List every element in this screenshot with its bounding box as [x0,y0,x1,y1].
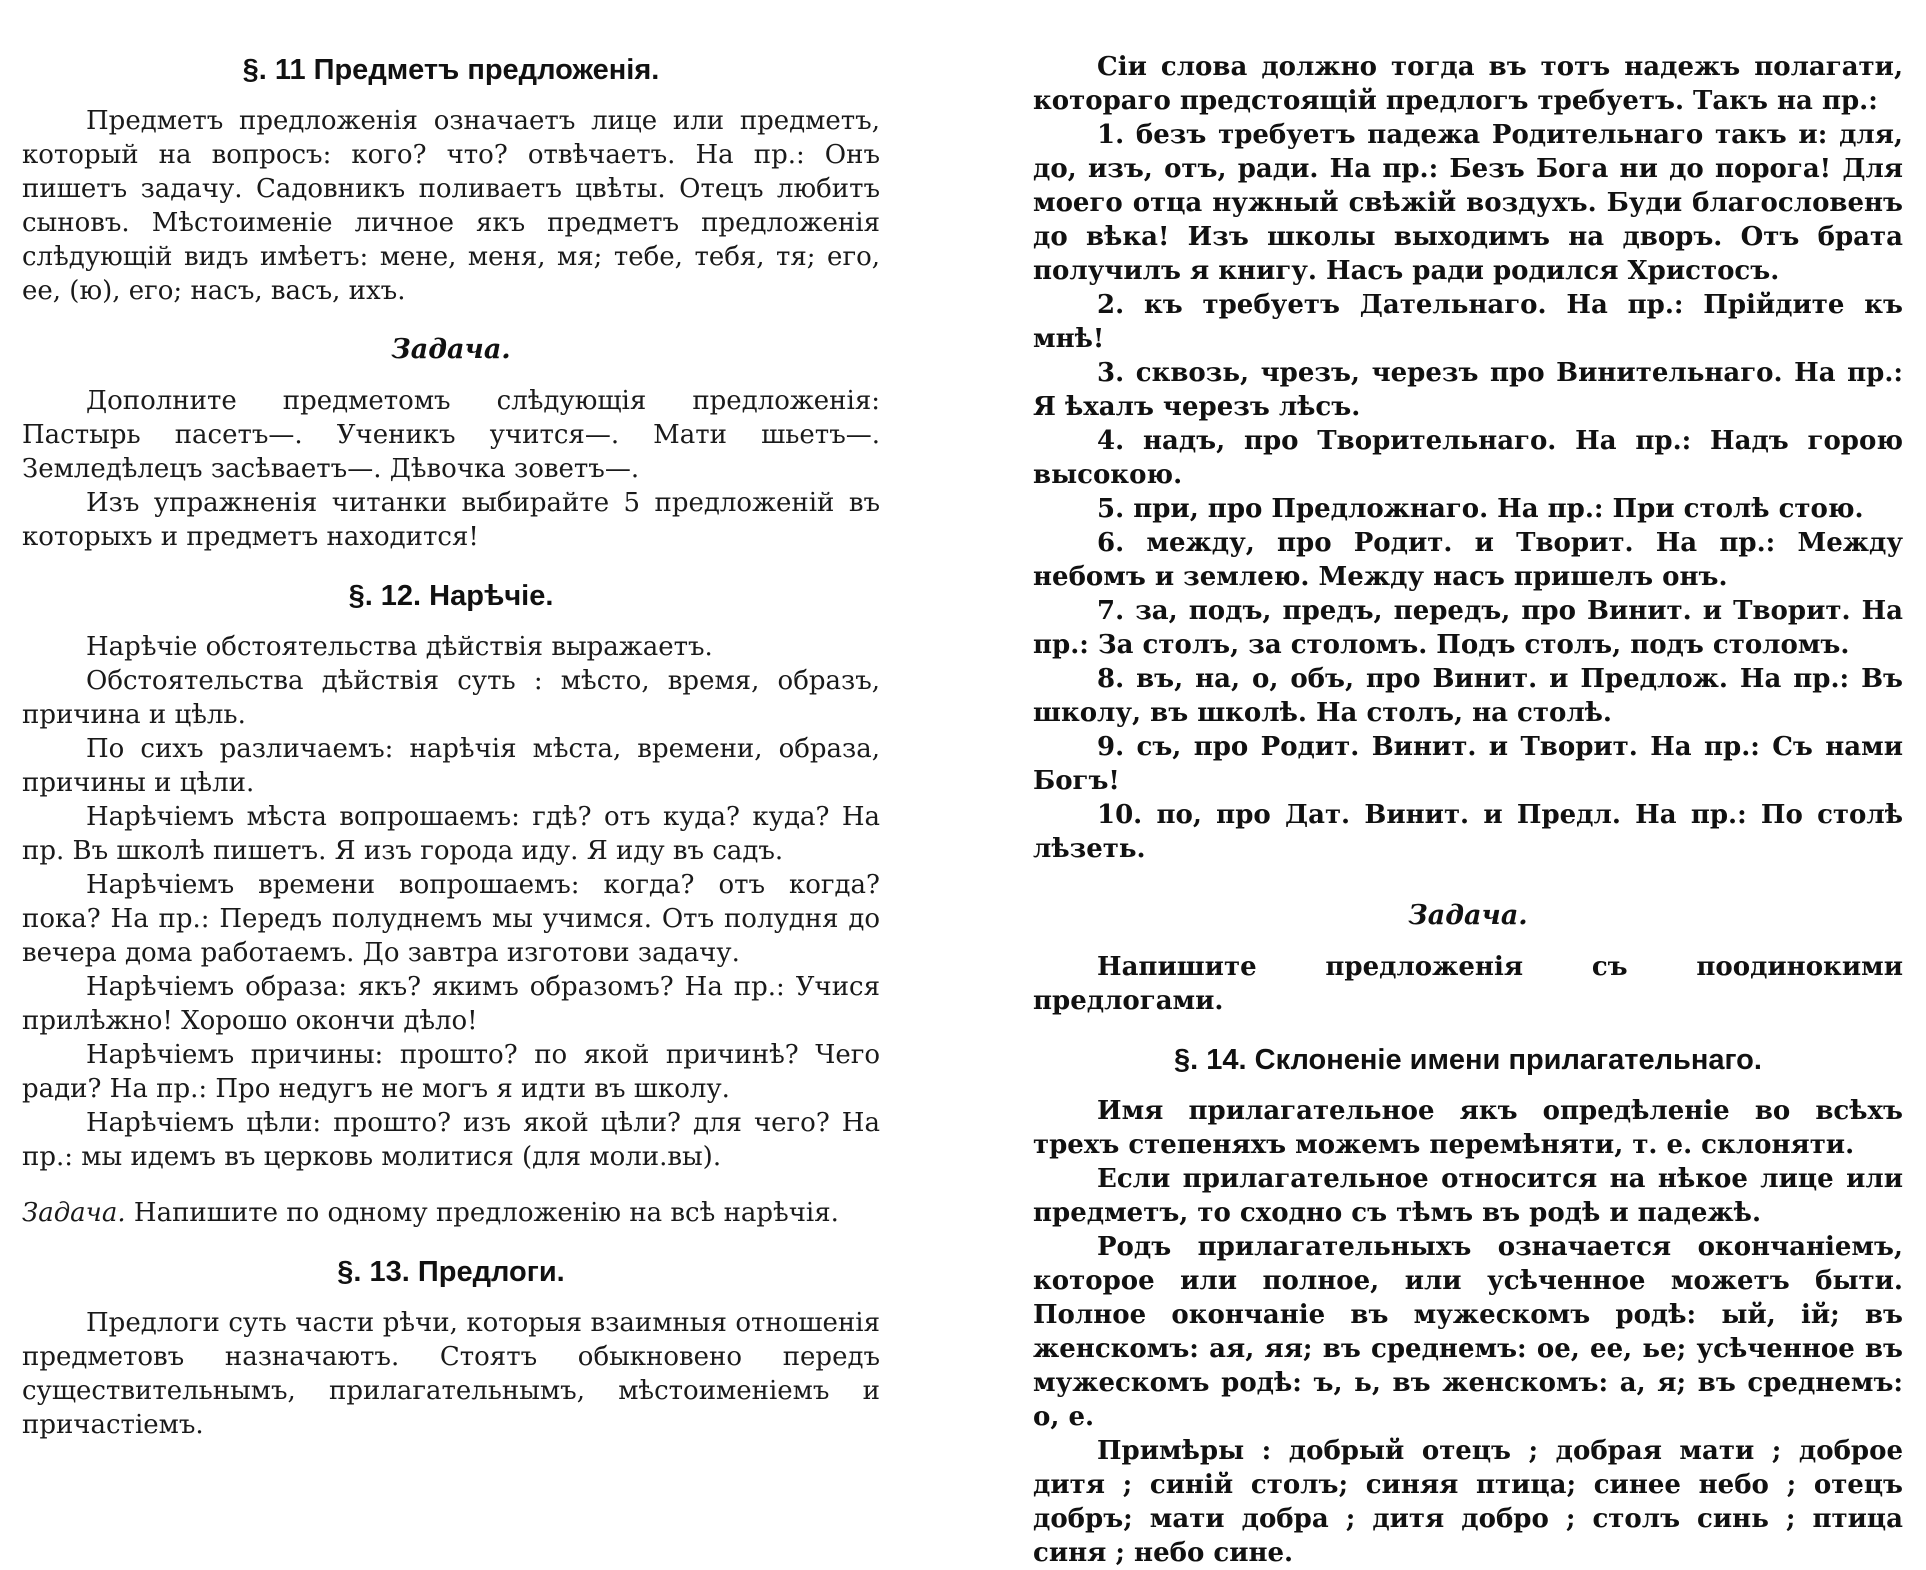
section-12-task-label: Задача. [22,1198,126,1228]
preposition-rule: 9. съ, про Родит. Винит. и Творит. На пр.: Съ нами Богъ! [1033,732,1903,796]
section-12-task [22,1196,880,1230]
section-14-paragraph: Имя прилагательное якъ опредѣленіе во всѣхъ трехъ степеняхъ можемъ перемѣняти, т. е. склоняти. [1033,1096,1903,1160]
section-12-heading: §. 12. Нарѣчіе. [348,580,554,612]
section-12-paragraph: Нарѣчіемъ мѣста вопрошаемъ: гдѣ? отъ куда? куда? На пр. Въ школѣ пишетъ. Я изъ города иду. Я иду въ садъ. [22,802,880,866]
section-12-task-text: Напишите по одному предложенію на всѣ нарѣчія. [133,1198,839,1228]
section-14-paragraph: Если прилагательное относится на нѣкое лице или предметъ, то сходно съ тѣмъ въ родѣ и падежѣ. [1033,1164,1903,1228]
section-11-task-paragraph: Дополните предметомъ слѣдующія предложенія: Пастырь пасетъ—. Ученикъ учится—. Мати шьетъ—. Земледѣлецъ засѣваетъ—. Дѣвочка зоветъ—. [22,386,880,484]
section-13-task-text: Напишите предложенія съ поодинокими предлогами. [1033,952,1903,1016]
section-12-paragraph: По сихъ различаемъ: нарѣчія мѣста, времени, образа, причины и цѣли. [22,734,880,798]
preposition-rule: 5. при, про Предложнаго. На пр.: При столѣ стою. [1097,494,1864,524]
preposition-rule: 1. безъ требуетъ падежа Родительнаго такъ и: для, до, изъ, отъ, ради. На пр.: Безъ Бога ни до порога! Для моего отца нужный свѣжій воздухъ. Буди благословенъ до вѣка! Изъ школы выходимъ на дворъ. Отъ брата получилъ я книгу. Насъ ради родился Христосъ. [1033,120,1903,286]
section-12-paragraph: Нарѣчіе обстоятельства дѣйствія выражаетъ. [86,632,713,662]
preposition-rule: 8. въ, на, о, объ, про Винит. и Предлож. На пр.: Въ школу, въ школѣ. На столъ, на столѣ. [1033,664,1903,728]
section-14-paragraph: Родъ прилагательныхъ означается окончаніемъ, которое или полное, или усѣченное можетъ быти. Полное окончаніе въ мужескомъ родѣ: ый, ій; въ женскомъ: ая, яя; въ среднемъ: ое, ее, ье; усѣченное въ мужескомъ родѣ: ъ, ь, въ женскомъ: а, я; въ среднемъ: о, е. [1033,1232,1903,1432]
section-12-paragraph: Нарѣчіемъ образа: якъ? якимъ образомъ? На пр.: Учися прилѣжно! Хорошо окончи дѣло! [22,972,880,1036]
section-11-task-paragraph: Изъ упражненія читанки выбирайте 5 предложеній въ которыхъ и предметъ находится! [22,488,880,552]
section-12-paragraph: Нарѣчіемъ цѣли: прошто? изъ якой цѣли? для чего? На пр.: мы идемъ въ церковь молитися (для моли.вы). [22,1108,880,1172]
section-12-paragraph: Обстоятельства дѣйствія суть : мѣсто, время, образъ, причина и цѣль. [22,666,880,730]
preposition-rule: 6. между, про Родит. и Творит. На пр.: Между небомъ и землею. Между насъ пришелъ онъ. [1033,528,1903,592]
section-13-paragraph: Предлоги суть части рѣчи, которыя взаимныя отношенія предметовъ назначаютъ. Стоятъ обыкновено передъ существительнымъ, прилагательнымъ, мѣстоименіемъ и причастіемъ. [22,1308,880,1440]
section-12-paragraph: Нарѣчіемъ времени вопрошаемъ: когда? отъ когда? пока? На пр.: Передъ полуднемъ мы учимся. Отъ полудня до вечера дома работаемъ. До завтра изготови задачу. [22,870,880,968]
preposition-rule: 2. къ требуетъ Дательнаго. На пр.: Прійдите къ мнѣ! [1033,290,1903,354]
section-11-paragraph: Предметъ предложенія означаетъ лице или предметъ, который на вопросъ: кого? что? отвѣчаетъ. На пр.: Онъ пишетъ задачу. Садовникъ поливаетъ цвѣты. Отецъ любитъ сыновъ. Мѣстоименіе личное якъ предметъ предложенія слѣдующій видъ имѣетъ: мене, меня, мя; тебе, тебя, тя; его, ее, (ю), его; насъ, васъ, ихъ. [22,106,880,306]
preposition-rule: 7. за, подъ, предъ, передъ, про Винит. и Творит. На пр.: За столъ, за столомъ. Подъ столъ, подъ столомъ. [1033,596,1903,660]
preposition-rule: 3. сквозь, чрезъ, черезъ про Винительнаго. На пр.: Я ѣхалъ черезъ лѣсъ. [1033,358,1903,422]
preposition-rule: 10. по, про Дат. Винит. и Предл. На пр.: По столѣ лѣзеть. [1033,800,1903,864]
section-11-task-title: Задача. [391,334,511,365]
section-13-continued-paragraph: Сіи слова должно тогда въ тотъ надежъ полагати, котораго предстоящій предлогъ требуетъ. Такъ на пр.: [1033,52,1903,116]
left-page [22,50,880,1442]
section-14-paragraph: Примѣры : добрый отецъ ; добрая мати ; доброе дитя ; синій столъ; синяя птица; синее небо ; отецъ добръ; мати добра ; дитя добро ; столъ синь ; птица синя ; небо сине. [1033,1436,1903,1568]
section-13-task-title: Задача. [1408,900,1528,931]
right-page [1033,50,1903,1570]
preposition-rule: 4. надъ, про Творительнаго. На пр.: Надъ горою высокою. [1033,426,1903,490]
section-13-heading: §. 13. Предлоги. [337,1256,565,1288]
section-14-heading: §. 14. Склоненіе имени прилагательнаго. [1174,1044,1762,1076]
section-12-paragraph: Нарѣчіемъ причины: прошто? по якой причинѣ? Чего ради? На пр.: Про недугъ не могъ я идти въ школу. [22,1040,880,1104]
section-11-heading: §. 11 Предметъ предложенія. [242,54,660,86]
